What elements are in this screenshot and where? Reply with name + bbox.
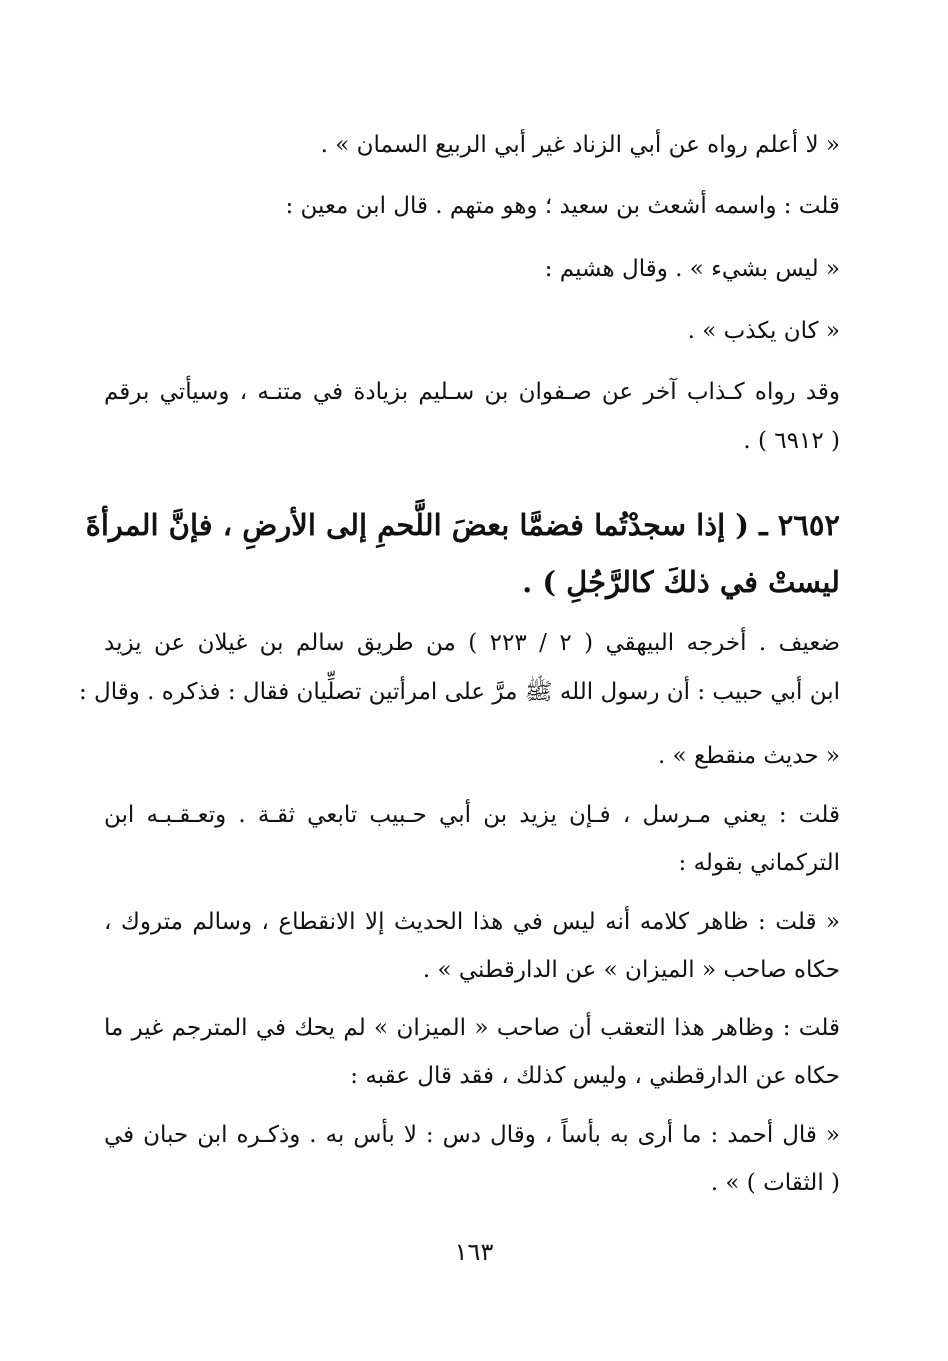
- text-line: حكاه صاحب « الميزان » عن الدارقطني » .: [422, 957, 840, 983]
- text-line: « كان يكذب » .: [687, 318, 840, 344]
- text-line: « ليس بشيء » . وقال هشيم :: [544, 256, 840, 282]
- text-line: ضعيف . أخرجه البيهقي ( ٢ / ٢٢٣ ) من طريق سالم بن غيلان عن يزيد: [104, 630, 840, 656]
- text-line: « قال أحمد : ما أرى به بأساً ، وقال دس : لا بأس به . وذكـره ابن حبان في: [104, 1122, 840, 1148]
- text-line: وقد رواه كـذاب آخر عن صـفوان بن سـليم بزيادة في متنـه ، وسيأتي برقم: [104, 379, 840, 405]
- text-line: ( الثقات ) » .: [710, 1170, 840, 1196]
- hadith-heading: ليستْ في ذلكَ كالرَّجُلِ ) .: [522, 565, 840, 599]
- page-number: ١٦٣: [454, 1238, 494, 1266]
- text-line: حكاه عن الدارقطني ، وليس كذلك ، فقد قال عقبه :: [350, 1063, 840, 1089]
- text-line: قلت : وظاهر هذا التعقب أن صاحب « الميزان » لم يحك في المترجم غير ما: [104, 1015, 840, 1041]
- text-line: التركماني بقوله :: [678, 850, 840, 876]
- text-line: قلت : واسمه أشعث بن سعيد ؛ وهو متهم . قال ابن معين :: [285, 193, 840, 219]
- text-line: قلت : يعني مـرسل ، فـإن يزيد بن أبي حـبيب تابعي ثقـة . وتعـقـبـه ابن: [104, 802, 840, 828]
- text-line: ( ٦٩١٢ ) .: [743, 428, 840, 454]
- text-line: « قلت : ظاهر كلامه أنه ليس في هذا الحديث إلا الانقطاع ، وسالم متروك ،: [104, 909, 840, 935]
- text-line: ابن أبي حبيب : أن رسول الله ﷺ مرَّ على امرأتين تصلِّيان فقال : فذكره . وقال :: [78, 679, 840, 705]
- text-line: « لا أعلم رواه عن أبي الزناد غير أبي الربيع السمان » .: [320, 132, 840, 158]
- text-line: « حديث منقطع » .: [658, 743, 840, 769]
- hadith-heading: ٢٦٥٢ ـ ( إذا سجدْتُما فضمَّا بعضَ اللَّحمِ إلى الأرضِ ، فإنَّ المرأةَ: [85, 508, 840, 542]
